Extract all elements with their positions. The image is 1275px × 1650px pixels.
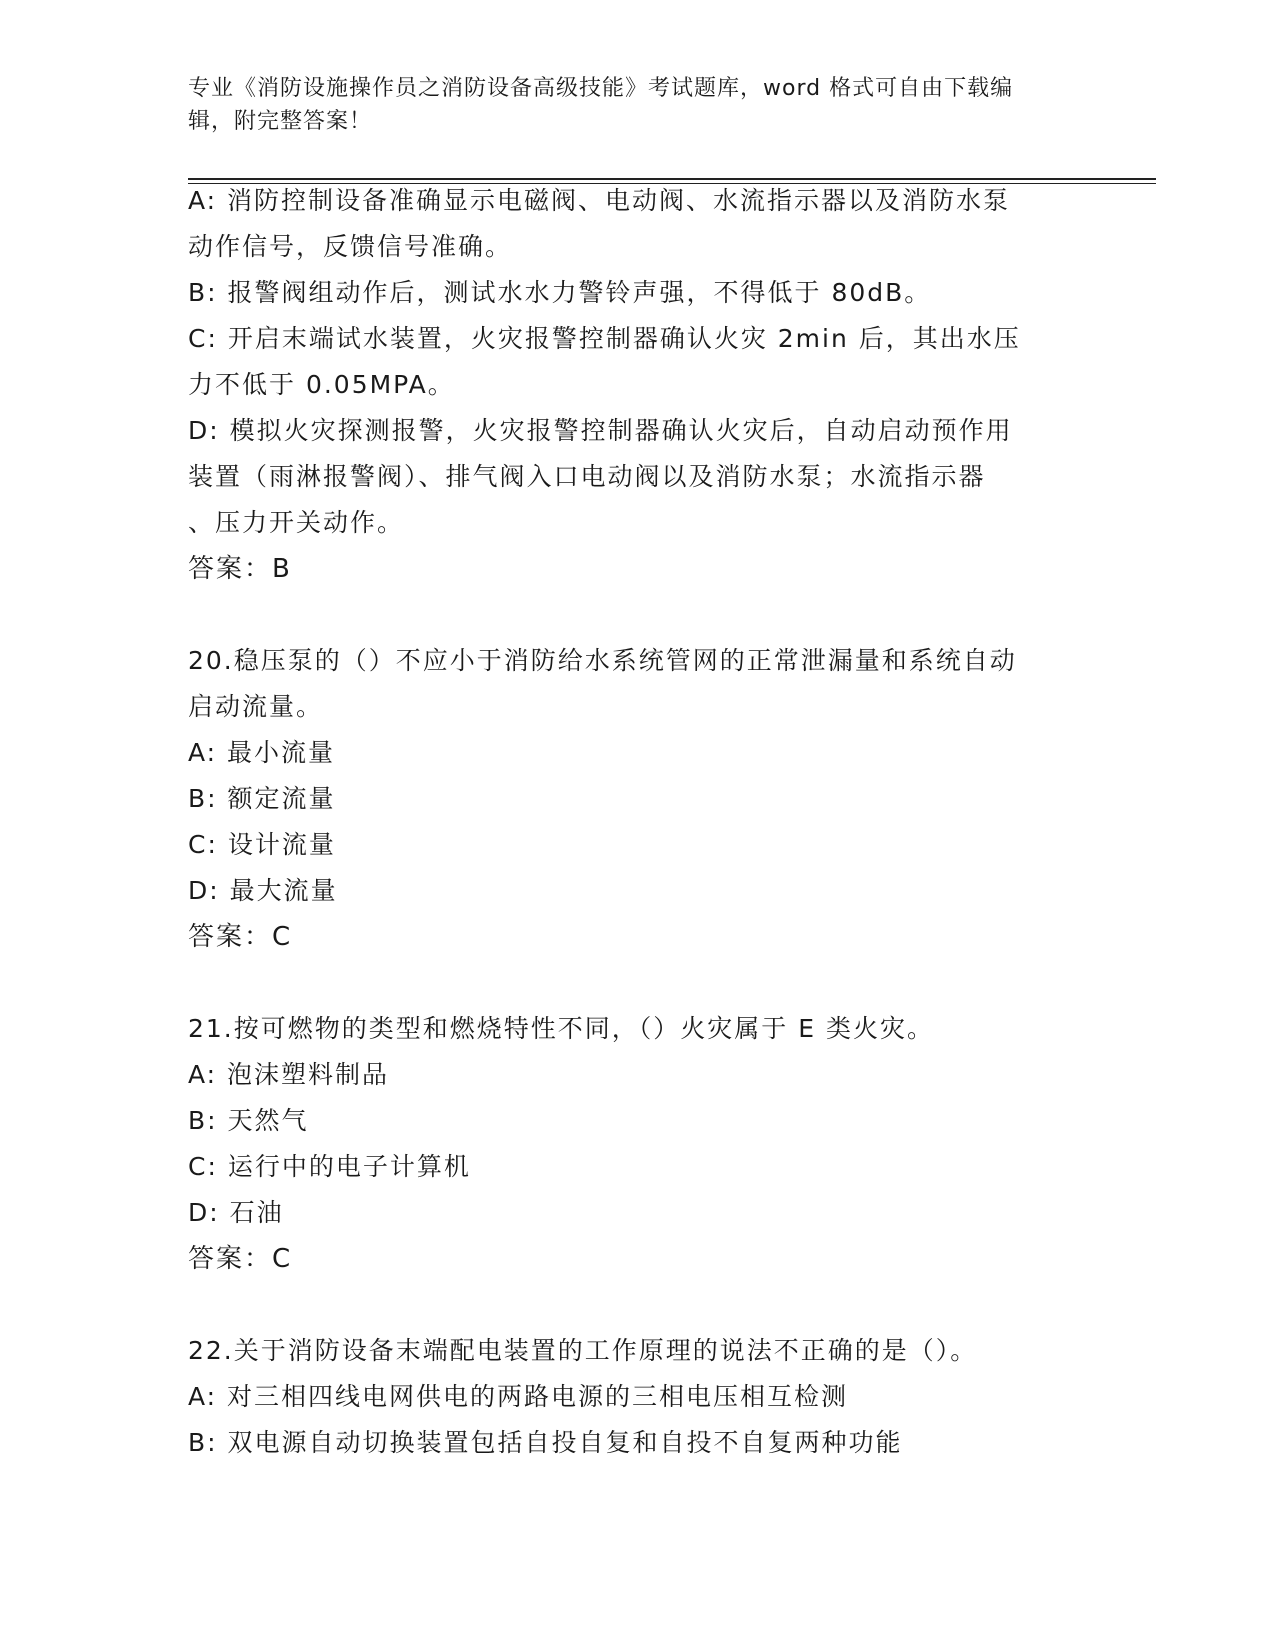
question-22: [188, 1328, 1088, 1466]
q20-answer: 答案：C: [188, 922, 293, 952]
q21-option-c: C: 运行中的电子计算机: [188, 1152, 471, 1181]
q22-option-b: B: 双电源自动切换装置包括自投自复和自投不自复两种功能: [188, 1428, 903, 1457]
q21-answer: 答案：C: [188, 1244, 293, 1274]
q21-option-b: B: 天然气: [188, 1106, 309, 1135]
question-21: [188, 1006, 1088, 1282]
question-content: [188, 178, 1088, 1466]
q20-option-b: B: 额定流量: [188, 784, 336, 813]
q19-option-a-line-1: A: 消防控制设备准确显示电磁阀、电动阀、水流指示器以及消防水泵: [188, 186, 1011, 215]
q21-option-a: A: 泡沫塑料制品: [188, 1060, 390, 1089]
q22-option-a: A: 对三相四线电网供电的两路电源的三相电压相互检测: [188, 1382, 849, 1411]
spacer: [188, 1282, 1088, 1328]
q19-option-b: B: 报警阀组动作后，测试水水力警铃声强，不得低于 80dB。: [188, 278, 932, 307]
q19-option-d-line-1: D: 模拟火灾探测报警，火灾报警控制器确认火灾后，自动启动预作用: [188, 416, 1013, 445]
q21-stem: 21.按可燃物的类型和燃烧特性不同，（）火灾属于 E 类火灾。: [188, 1014, 934, 1043]
q21-option-d: D: 石油: [188, 1198, 284, 1227]
q19-option-c-line-1: C: 开启末端试水装置，火灾报警控制器确认火灾 2min 后，其出水压: [188, 324, 1021, 353]
q19-option-a-line-2: 动作信号，反馈信号准确。: [188, 232, 513, 261]
q20-option-d: D: 最大流量: [188, 876, 338, 905]
q20-stem-line-2: 启动流量。: [188, 692, 324, 721]
q20-option-c: C: 设计流量: [188, 830, 336, 859]
question-19: [188, 178, 1088, 592]
header-line-1: 专业《消防设施操作员之消防设备高级技能》考试题库，word 格式可自由下载编: [188, 76, 1014, 101]
header-line-2: 辑，附完整答案！: [188, 109, 373, 134]
question-20: [188, 638, 1088, 960]
document-header: [188, 72, 1078, 138]
q19-option-d-line-2: 装置（雨淋报警阀）、排气阀入口电动阀以及消防水泵；水流指示器: [188, 462, 986, 491]
spacer: [188, 960, 1088, 1006]
q20-stem-line-1: 20.稳压泵的（）不应小于消防给水系统管网的正常泄漏量和系统自动: [188, 646, 1017, 675]
q20-option-a: A: 最小流量: [188, 738, 336, 767]
q22-stem: 22.关于消防设备末端配电装置的工作原理的说法不正确的是（）。: [188, 1336, 978, 1365]
q19-answer: 答案：B: [188, 554, 292, 584]
spacer: [188, 592, 1088, 638]
q19-option-c-line-2: 力不低于 0.05MPA。: [188, 370, 455, 399]
q19-option-d-line-3: 、压力开关动作。: [188, 508, 405, 537]
